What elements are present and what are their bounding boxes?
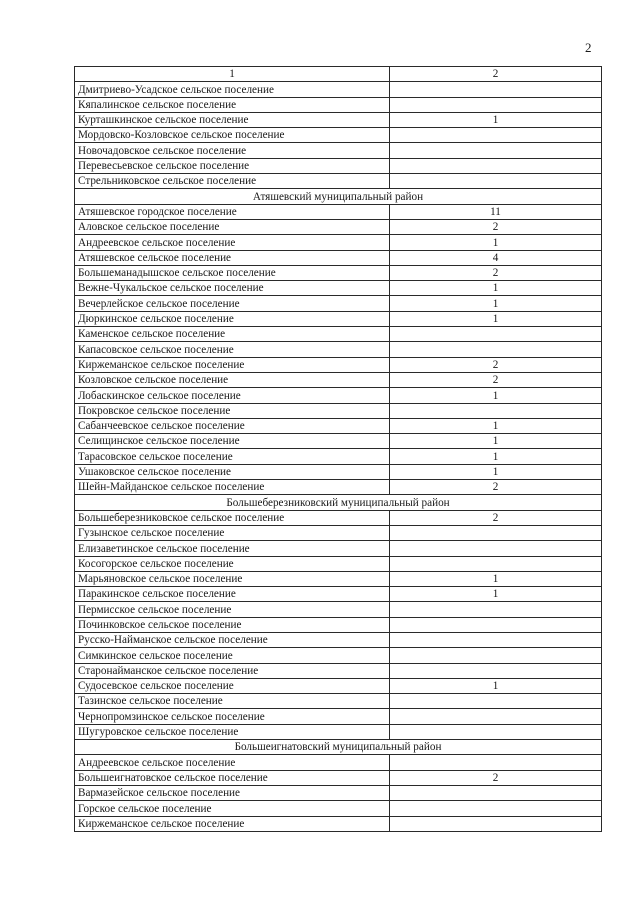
- table-row: [75, 724, 602, 739]
- table-row: [75, 158, 602, 173]
- settlement-count: [390, 143, 602, 158]
- settlement-name: Атяшевское сельское поселение: [75, 250, 390, 265]
- settlement-count: 4: [390, 250, 602, 265]
- settlement-count: [390, 82, 602, 97]
- table-row: [75, 357, 602, 372]
- table-row: [75, 372, 602, 387]
- settlement-name: Перевесьевское сельское поселение: [75, 158, 390, 173]
- table-row: [75, 128, 602, 143]
- settlement-name: Косогорское сельское поселение: [75, 556, 390, 571]
- settlement-name: Новочадовское сельское поселение: [75, 143, 390, 158]
- table-row: [75, 556, 602, 571]
- settlement-count: 1: [390, 678, 602, 693]
- settlement-count: [390, 97, 602, 112]
- table-row: [75, 219, 602, 234]
- table-row: [75, 265, 602, 280]
- settlement-count: [390, 648, 602, 663]
- settlement-name: Кяпалинское сельское поселение: [75, 97, 390, 112]
- table-row: [75, 480, 602, 495]
- district-title: Большеберезниковский муниципальный район: [75, 495, 602, 510]
- settlement-count: 1: [390, 434, 602, 449]
- settlement-name: Шугуровское сельское поселение: [75, 724, 390, 739]
- table-row: [75, 388, 602, 403]
- table-row: [75, 235, 602, 250]
- settlement-count: [390, 128, 602, 143]
- table-row: [75, 82, 602, 97]
- settlement-name: Гузынское сельское поселение: [75, 525, 390, 540]
- settlement-name: Русско-Найманское сельское поселение: [75, 632, 390, 647]
- settlement-name: Андреевское сельское поселение: [75, 235, 390, 250]
- settlement-name: Елизаветинское сельское поселение: [75, 541, 390, 556]
- table-row: [75, 571, 602, 586]
- table-row: [75, 694, 602, 709]
- settlement-count: 2: [390, 265, 602, 280]
- settlement-name: Вечерлейское сельское поселение: [75, 296, 390, 311]
- settlement-name: Киржеманское сельское поселение: [75, 357, 390, 372]
- settlement-name: Старонайманское сельское поселение: [75, 663, 390, 678]
- settlement-name: Андреевское сельское поселение: [75, 755, 390, 770]
- table-row: [75, 174, 602, 189]
- settlement-name: Пермисское сельское поселение: [75, 602, 390, 617]
- settlement-count: [390, 556, 602, 571]
- table-row: [75, 678, 602, 693]
- settlement-name: Большеберезниковское сельское поселение: [75, 510, 390, 525]
- table-row: [75, 449, 602, 464]
- district-header-row: [75, 740, 602, 755]
- settlement-count: 1: [390, 388, 602, 403]
- settlement-count: [390, 663, 602, 678]
- settlement-name: Большеманадышское сельское поселение: [75, 265, 390, 280]
- table-row: [75, 403, 602, 418]
- settlement-count: 1: [390, 296, 602, 311]
- settlement-count: [390, 816, 602, 831]
- table-row: [75, 327, 602, 342]
- table-row: [75, 112, 602, 127]
- table-row: [75, 342, 602, 357]
- settlement-count: [390, 541, 602, 556]
- settlement-count: [390, 403, 602, 418]
- settlement-count: 1: [390, 281, 602, 296]
- table-row: [75, 418, 602, 433]
- settlement-name: Судосевское сельское поселение: [75, 678, 390, 693]
- settlement-name: Покровское сельское поселение: [75, 403, 390, 418]
- settlement-count: 1: [390, 418, 602, 433]
- settlement-name: Капасовское сельское поселение: [75, 342, 390, 357]
- settlement-name: Симкинское сельское поселение: [75, 648, 390, 663]
- table-row: [75, 587, 602, 602]
- settlement-name: Лобаскинское сельское поселение: [75, 388, 390, 403]
- settlement-count: 1: [390, 587, 602, 602]
- table-row: [75, 602, 602, 617]
- settlement-name: Шейн-Майданское сельское поселение: [75, 480, 390, 495]
- table-row: [75, 281, 602, 296]
- settlement-name: Марьяновское сельское поселение: [75, 571, 390, 586]
- district-title: Атяшевский муниципальный район: [75, 189, 602, 204]
- table-row: [75, 816, 602, 831]
- settlement-count: 1: [390, 571, 602, 586]
- settlement-count: 2: [390, 219, 602, 234]
- settlement-name: Каменское сельское поселение: [75, 327, 390, 342]
- settlement-name: Мордовско-Козловское сельское поселение: [75, 128, 390, 143]
- settlement-count: [390, 602, 602, 617]
- settlement-count: [390, 525, 602, 540]
- settlement-name: Киржеманское сельское поселение: [75, 816, 390, 831]
- table-row: [75, 296, 602, 311]
- settlement-count: [390, 327, 602, 342]
- settlement-name: Чернопромзинское сельское поселение: [75, 709, 390, 724]
- table-header-row: [75, 67, 602, 82]
- settlement-count: 1: [390, 311, 602, 326]
- settlement-name: Вармазейское сельское поселение: [75, 785, 390, 800]
- settlement-name: Атяшевское городское поселение: [75, 204, 390, 219]
- settlement-count: 1: [390, 235, 602, 250]
- settlement-count: [390, 755, 602, 770]
- table-row: [75, 801, 602, 816]
- settlement-count: [390, 158, 602, 173]
- table-row: [75, 648, 602, 663]
- table-row: [75, 617, 602, 632]
- table-row: [75, 97, 602, 112]
- settlement-count: 2: [390, 357, 602, 372]
- settlement-count: 2: [390, 510, 602, 525]
- settlement-count: [390, 785, 602, 800]
- table-row: [75, 770, 602, 785]
- column-header-2: 2: [390, 67, 602, 82]
- settlement-count: [390, 724, 602, 739]
- settlement-name: Сабанчеевское сельское поселение: [75, 418, 390, 433]
- settlement-name: Горское сельское поселение: [75, 801, 390, 816]
- settlement-count: [390, 709, 602, 724]
- settlement-name: Тазинское сельское поселение: [75, 694, 390, 709]
- settlement-name: Козловское сельское поселение: [75, 372, 390, 387]
- settlements-table: [74, 66, 602, 832]
- settlement-name: Курташкинское сельское поселение: [75, 112, 390, 127]
- settlement-name: Большеигнатовское сельское поселение: [75, 770, 390, 785]
- table-row: [75, 434, 602, 449]
- settlement-count: 1: [390, 449, 602, 464]
- table-row: [75, 785, 602, 800]
- table-row: [75, 250, 602, 265]
- settlement-name: Аловское сельское поселение: [75, 219, 390, 234]
- settlement-name: Паракинское сельское поселение: [75, 587, 390, 602]
- settlement-count: [390, 174, 602, 189]
- table-row: [75, 525, 602, 540]
- district-title: Большеигнатовский муниципальный район: [75, 740, 602, 755]
- settlement-count: 1: [390, 112, 602, 127]
- table-row: [75, 632, 602, 647]
- district-header-row: [75, 495, 602, 510]
- table-row: [75, 311, 602, 326]
- settlement-count: 11: [390, 204, 602, 219]
- settlement-count: [390, 801, 602, 816]
- settlement-name: Тарасовское сельское поселение: [75, 449, 390, 464]
- settlement-count: [390, 694, 602, 709]
- page-number: 2: [585, 40, 592, 55]
- settlement-count: 1: [390, 464, 602, 479]
- table-row: [75, 663, 602, 678]
- settlement-name: Вежне-Чукальское сельское поселение: [75, 281, 390, 296]
- settlement-count: [390, 342, 602, 357]
- settlement-count: 2: [390, 480, 602, 495]
- settlement-name: Починковское сельское поселение: [75, 617, 390, 632]
- table-row: [75, 510, 602, 525]
- settlement-name: Ушаковское сельское поселение: [75, 464, 390, 479]
- settlements-table-body: [75, 67, 602, 832]
- settlement-count: 2: [390, 372, 602, 387]
- column-header-1: 1: [75, 67, 390, 82]
- settlement-count: [390, 632, 602, 647]
- table-row: [75, 464, 602, 479]
- table-row: [75, 541, 602, 556]
- settlement-name: Стрельниковское сельское поселение: [75, 174, 390, 189]
- district-header-row: [75, 189, 602, 204]
- settlement-count: 2: [390, 770, 602, 785]
- settlement-count: [390, 617, 602, 632]
- settlement-name: Дюркинское сельское поселение: [75, 311, 390, 326]
- table-row: [75, 755, 602, 770]
- table-row: [75, 709, 602, 724]
- settlement-name: Селищинское сельское поселение: [75, 434, 390, 449]
- table-row: [75, 204, 602, 219]
- table-row: [75, 143, 602, 158]
- settlement-name: Дмитриево-Усадское сельское поселение: [75, 82, 390, 97]
